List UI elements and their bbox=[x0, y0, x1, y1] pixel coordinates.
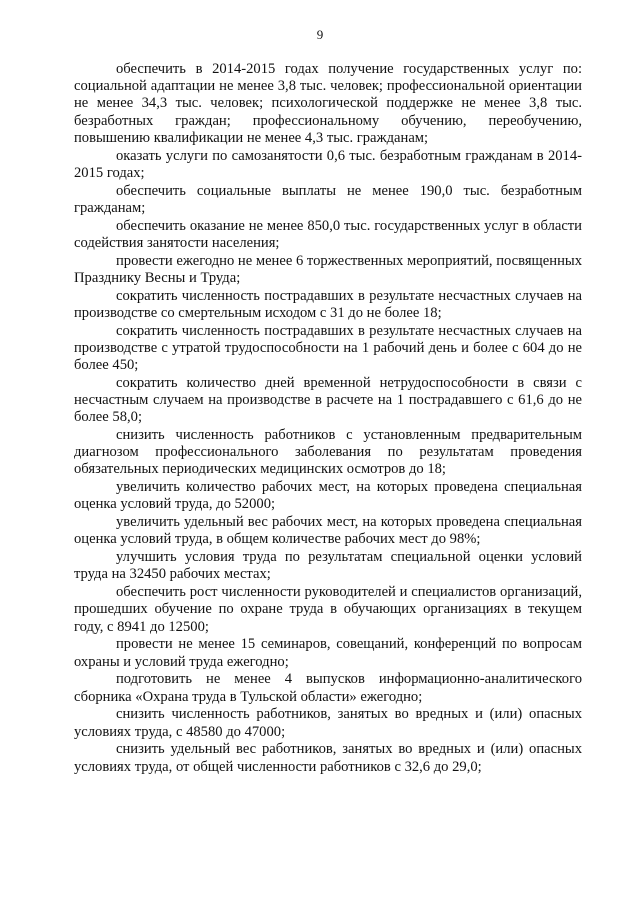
paragraph: оказать услуги по самозанятости 0,6 тыс. безработным гражданам в 2014-2015 годах; bbox=[74, 147, 582, 181]
paragraph: снизить численность работников с установленным предварительным диагнозом профессионального заболевания по результатам проведения обязательных периодических медицинских осмотров до 18; bbox=[74, 427, 582, 478]
paragraph: подготовить не менее 4 выпусков информационно-аналитического сборника «Охрана труда в Тульской области» ежегодно; bbox=[74, 671, 582, 705]
paragraph: увеличить количество рабочих мест, на которых проведена специальная оценка условий труда, до 52000; bbox=[74, 479, 582, 513]
paragraph: обеспечить социальные выплаты не менее 190,0 тыс. безработным гражданам; bbox=[74, 182, 582, 216]
document-body bbox=[74, 61, 582, 776]
page-number: 9 bbox=[316, 27, 324, 42]
paragraph: обеспечить оказание не менее 850,0 тыс. государственных услуг в области содействия занятости населения; bbox=[74, 217, 582, 251]
paragraph: увеличить удельный вес рабочих мест, на которых проведена специальная оценка условий труда, в общем количестве рабочих мест до 98%; bbox=[74, 514, 582, 548]
paragraph: сократить численность пострадавших в результате несчастных случаев на производстве со смертельным исходом с 31 до не более 18; bbox=[74, 287, 582, 321]
paragraph: улучшить условия труда по результатам специальной оценки условий труда на 32450 рабочих местах; bbox=[74, 549, 582, 583]
paragraph: провести ежегодно не менее 6 торжественных мероприятий, посвященных Празднику Весны и Труда; bbox=[74, 252, 582, 286]
paragraph: обеспечить в 2014-2015 годах получение государственных услуг по: социальной адаптации не менее 3,8 тыс. человек; профессиональной ориентации не менее 34,3 тыс. человек; психологической поддержке не менее 3,8 тыс. безработных граждан; профессиональному обучению, переобучению, повышению квалификации не менее 4,3 тыс. гражданам; bbox=[74, 61, 582, 146]
paragraph: обеспечить рост численности руководителей и специалистов организаций, прошедших обучение по охране труда в обучающих организациях в текущем году, с 8941 до 12500; bbox=[74, 584, 582, 635]
paragraph: сократить численность пострадавших в результате несчастных случаев на производстве с утратой трудоспособности на 1 рабочий день и более с 604 до не более 450; bbox=[74, 322, 582, 374]
paragraph: провести не менее 15 семинаров, совещаний, конференций по вопросам охраны и условий труда ежегодно; bbox=[74, 636, 582, 670]
paragraph: снизить удельный вес работников, занятых во вредных и (или) опасных условиях труда, от общей численности работников с 32,6 до 29,0; bbox=[74, 741, 582, 775]
paragraph: сократить количество дней временной нетрудоспособности в связи с несчастным случаем на производстве в расчете на 1 пострадавшего с 61,6 до не более 58,0; bbox=[74, 374, 582, 426]
paragraph: снизить численность работников, занятых во вредных и (или) опасных условиях труда, с 48580 до 47000; bbox=[74, 706, 582, 740]
